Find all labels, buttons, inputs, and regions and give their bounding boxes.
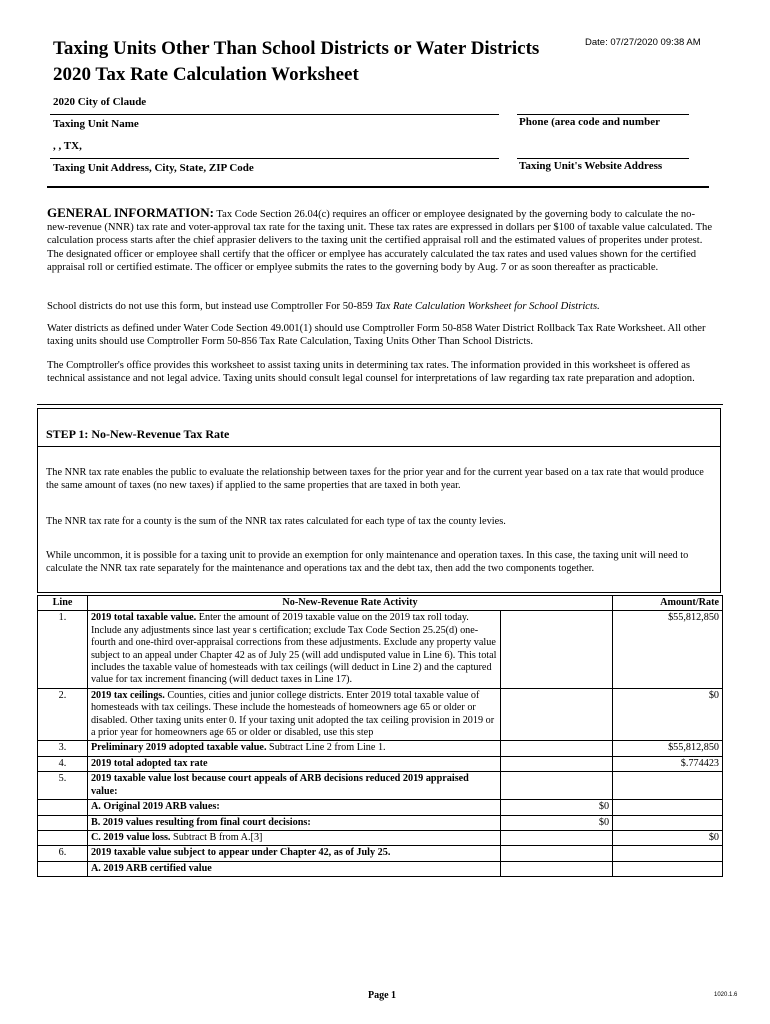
sub-amount: [501, 756, 613, 771]
page-title: Taxing Units Other Than School Districts or Water Districts: [53, 38, 540, 59]
amount-rate: $.774423: [613, 756, 723, 771]
step1-paragraph-2: The NNR tax rate for a county is the sum of the NNR tax rates calculated for each type of tax the county levies.: [46, 516, 506, 527]
amount-rate: [613, 815, 723, 830]
divider: [50, 114, 499, 115]
activity-label: 2019 taxable value subject to appear under Chapter 42, as of July 25.: [90, 847, 391, 859]
water-districts-note: Water districts as defined under Water Code Section 49.001(1) should use Comptroller Form 50-858 Water District Rollback Tax Rate Worksheet. All other taxing units should use Comptroller Form 50-856 Tax Rate Calculation, Taxing Units Other Than School Districts.: [47, 323, 706, 348]
line-number: 2.: [38, 688, 88, 741]
step1-title: STEP 1: No-New-Revenue Tax Rate: [46, 427, 230, 441]
table-row: [38, 846, 723, 861]
table-header-row: [38, 596, 723, 611]
activity-description: [87, 846, 500, 861]
activity-label: 2019 tax ceilings.: [90, 689, 165, 701]
activity-text: Enter the amount of 2019 taxable value on the 2019 tax roll today. Include any adjustments since last year s certification; exclude Tax Code Section 25.25(d) one-fourth and one-third over-appraisal corrections from these adjustments. Exclude any property value subject to an appeal under Chapter 42 as of July 25 (will add undisputed value in Line 6). This total includes the taxable value of homesteads with tax ceilings (will deduct in Line 2) and the captured value for tax increment financing (will deduct taxes in Line 17).: [90, 612, 497, 686]
activity-description: [87, 800, 500, 815]
activity-label: 2019 total adopted tax rate: [90, 757, 208, 769]
school-districts-note: [47, 300, 715, 313]
activity-description: [87, 611, 500, 688]
line-number: [38, 800, 88, 815]
activity-text: Counties, cities and junior college districts. Enter 2019 total taxable value of homesteads with tax ceilings. These include the homesteads of homeowners age 65 or older or disabled. Other taxing units enter 0. If your taxing unit adopted the tax ceiling provision in 2019 or a prior year for homeowners age 65 or older or disabled, use this step: [90, 689, 495, 739]
taxing-unit-name-label: Taxing Unit Name: [53, 118, 139, 130]
activity-description: [87, 815, 500, 830]
form-code: 1020.1.6: [714, 992, 738, 998]
date-stamp: Date: 07/27/2020 09:38 AM: [585, 37, 701, 48]
sub-amount: [501, 830, 613, 845]
line-number: 4.: [38, 756, 88, 771]
address-value: , , TX,: [53, 140, 82, 152]
line-number: 1.: [38, 611, 88, 688]
activity-label: 2019 taxable value lost because court appeals of ARB decisions reduced 2019 appraised value:: [90, 773, 469, 797]
line-number: [38, 815, 88, 830]
table-body: [38, 611, 723, 877]
step1-paragraph-3: While uncommon, it is possible for a taxing unit to provide an exemption for only maintenance and operation taxes. In this case, the taxing unit will need to calculate the NNR tax rate separately for the maintenance and operations tax and the debt tax, then add the two components together.: [46, 550, 689, 574]
general-info-paragraph: [47, 206, 715, 274]
divider: [37, 446, 721, 447]
activity-label: 2019 total taxable value.: [90, 612, 197, 624]
line-number: [38, 861, 88, 876]
page-number: Page 1: [368, 990, 397, 1001]
general-info-text: Tax Code Section 26.04(c) requires an officer or employee designated by the governing body to calculate the no-new-revenue (NNR) tax rate and voter-approval tax rate for the taxing unit. These tax rates are expressed in dollars per $100 of taxable value calculated. The calculation process starts after the chief apprasier delivers to the taxing unit the certified appraisal roll and the estimated values of properites under protest. The designated officer or employee shall certify that the officer or emplyee has accurately calculated the tax rates and used values shown for the certified appraisal roll or certified estimate. The officer or emplyee submits the rates to the governing body by Aug. 7 or as soon thereafter as practicable.: [47, 209, 713, 273]
activity-description: [87, 756, 500, 771]
phone-label: Phone (area code and number: [519, 116, 660, 128]
sub-amount: [501, 611, 613, 688]
step1-paragraph-1: The NNR tax rate enables the public to evaluate the relationship between taxes for the prior year and for the current year based on a tax rate that would produce the same amount of taxes (no new taxes) if applied to the same properties that are taxed in both year.: [46, 467, 704, 491]
amount-rate: [613, 772, 723, 800]
divider: [50, 158, 499, 159]
page-subtitle: 2020 Tax Rate Calculation Worksheet: [53, 64, 359, 85]
col-amount-header: Amount/Rate: [613, 596, 723, 611]
address-label: Taxing Unit Address, City, State, ZIP Code: [53, 162, 254, 174]
table-row: [38, 756, 723, 771]
sub-amount: $0: [501, 800, 613, 815]
table-row: [38, 772, 723, 800]
amount-rate: $0: [613, 830, 723, 845]
activity-description: [87, 741, 500, 756]
table-row: [38, 611, 723, 688]
activity-label: B. 2019 values resulting from final court decisions:: [90, 816, 311, 828]
divider: [37, 404, 723, 405]
table-row: [38, 815, 723, 830]
amount-rate: $0: [613, 688, 723, 741]
school-note-text: School districts do not use this form, but instead use Comptroller For 50-859: [47, 301, 376, 312]
table-row: [38, 830, 723, 845]
amount-rate: [613, 846, 723, 861]
activity-text: Subtract B from A.[3]: [170, 831, 263, 843]
line-number: 6.: [38, 846, 88, 861]
amount-rate: [613, 861, 723, 876]
nnr-worksheet-table: [37, 595, 723, 877]
table-row: [38, 861, 723, 876]
comptroller-note: The Comptroller's office provides this worksheet to assist taxing units in determining tax rates. The information provided in this worksheet is offered as technical assistance and not legal advice. Taxing units should consult legal counsel for interpretations of law regarding tax rate preparation and adoption.: [47, 360, 695, 385]
amount-rate: $55,812,850: [613, 741, 723, 756]
website-label: Taxing Unit's Website Address: [519, 160, 663, 172]
line-number: [38, 830, 88, 845]
taxing-unit-name-value: 2020 City of Claude: [53, 96, 147, 108]
activity-label: Preliminary 2019 adopted taxable value.: [90, 742, 267, 754]
table-row: [38, 800, 723, 815]
activity-label: C. 2019 value loss.: [90, 831, 171, 843]
col-line-header: Line: [38, 596, 88, 611]
activity-label: A. Original 2019 ARB values:: [90, 801, 220, 813]
sub-amount: [501, 772, 613, 800]
divider: [517, 158, 689, 159]
activity-description: [87, 772, 500, 800]
school-note-form-title: Tax Rate Calculation Worksheet for School Districts.: [375, 301, 600, 312]
col-activity-header: No-New-Revenue Rate Activity: [87, 596, 612, 611]
amount-rate: $55,812,850: [613, 611, 723, 688]
line-number: 3.: [38, 741, 88, 756]
general-info-heading: GENERAL INFORMATION:: [47, 205, 214, 220]
sub-amount: [501, 741, 613, 756]
activity-description: [87, 861, 500, 876]
activity-description: [87, 688, 500, 741]
divider: [517, 114, 689, 115]
sub-amount: [501, 688, 613, 741]
sub-amount: [501, 861, 613, 876]
line-number: 5.: [38, 772, 88, 800]
activity-text: Subtract Line 2 from Line 1.: [266, 742, 386, 754]
table-row: [38, 688, 723, 741]
section-divider: [47, 186, 709, 188]
amount-rate: [613, 800, 723, 815]
table-row: [38, 741, 723, 756]
sub-amount: [501, 846, 613, 861]
activity-label: A. 2019 ARB certified value: [90, 862, 212, 874]
sub-amount: $0: [501, 815, 613, 830]
activity-description: [87, 830, 500, 845]
